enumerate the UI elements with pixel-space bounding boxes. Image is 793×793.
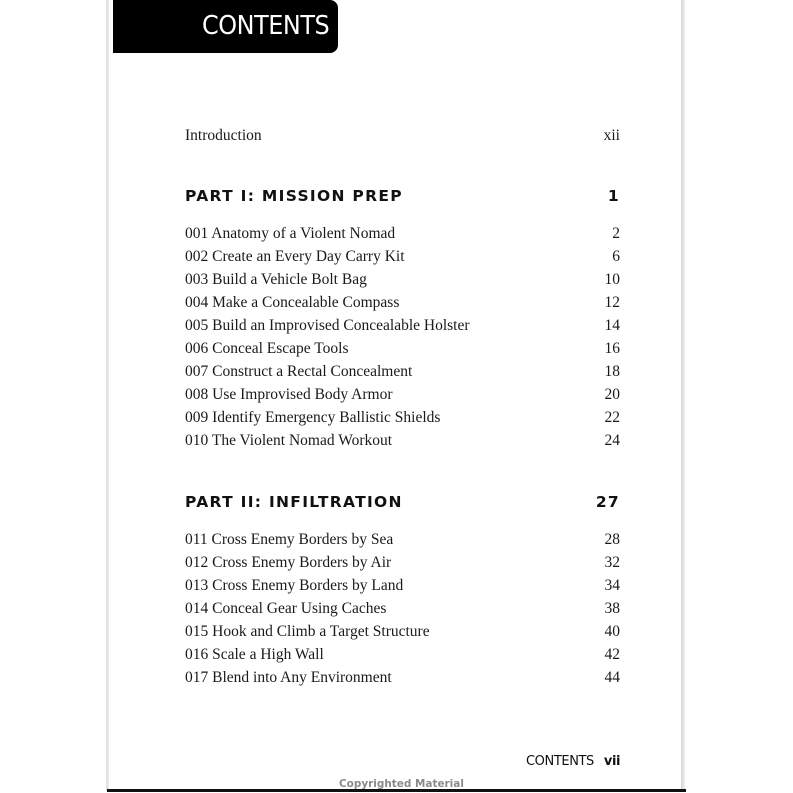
toc-entry-page: 24 xyxy=(604,432,620,449)
toc-entry-page: 20 xyxy=(604,386,620,403)
toc-entry-page: 2 xyxy=(612,225,620,242)
toc-entry-page: 16 xyxy=(604,340,620,357)
toc-entry[interactable] xyxy=(185,225,620,243)
toc-entry-label: 013 Cross Enemy Borders by Land xyxy=(185,577,404,594)
toc-entry-page: 34 xyxy=(604,577,620,594)
toc-entry-label: 016 Scale a High Wall xyxy=(185,646,324,663)
toc-entry-page: 6 xyxy=(612,248,620,265)
toc-entry-label: 008 Use Improvised Body Armor xyxy=(185,386,393,403)
part-heading-2[interactable] xyxy=(185,492,620,512)
toc-entry[interactable] xyxy=(185,363,620,381)
part-title: PART I: MISSION PREP xyxy=(185,187,403,205)
page-right-edge xyxy=(681,0,685,791)
toc-entry[interactable] xyxy=(185,340,620,358)
toc-entry-page: 44 xyxy=(604,669,620,686)
toc-entry-label: 015 Hook and Climb a Target Structure xyxy=(185,623,430,640)
toc-entry-page: 42 xyxy=(604,646,620,663)
toc-entry[interactable] xyxy=(185,623,620,641)
toc-entry[interactable] xyxy=(185,409,620,427)
toc-entry[interactable] xyxy=(185,432,620,450)
toc-entry[interactable] xyxy=(185,669,620,687)
toc-entry-label: 010 The Violent Nomad Workout xyxy=(185,432,393,449)
toc-entry[interactable] xyxy=(185,294,620,312)
toc-entry-page: 12 xyxy=(604,294,620,311)
running-head: CONTENTS xyxy=(526,754,594,769)
toc-entry[interactable] xyxy=(185,248,620,266)
toc-entry-page: 10 xyxy=(604,271,620,288)
copyright-watermark: Copyrighted Material xyxy=(339,777,464,790)
toc-entry-page: 32 xyxy=(604,554,620,571)
toc-entry-label: Introduction xyxy=(185,127,262,144)
folio-page-number: vii xyxy=(603,754,621,769)
part-page: 1 xyxy=(607,187,620,205)
toc-entry-page: xii xyxy=(603,127,620,144)
toc-entry-page: 22 xyxy=(604,409,620,426)
page-left-edge xyxy=(106,0,109,791)
toc-entry-label: 011 Cross Enemy Borders by Sea xyxy=(185,531,394,548)
toc-entry[interactable] xyxy=(185,646,620,664)
toc-entry-introduction[interactable] xyxy=(185,127,620,145)
toc-entry[interactable] xyxy=(185,317,620,335)
toc-entry[interactable] xyxy=(185,271,620,289)
part-page: 27 xyxy=(595,493,620,511)
toc-entry[interactable] xyxy=(185,554,620,572)
toc-entry-label: 003 Build a Vehicle Bolt Bag xyxy=(185,271,367,288)
running-footer xyxy=(526,754,620,769)
toc-entry-label: 002 Create an Every Day Carry Kit xyxy=(185,248,405,265)
toc-entry-page: 28 xyxy=(604,531,620,548)
toc-entry[interactable] xyxy=(185,577,620,595)
toc-entry[interactable] xyxy=(185,531,620,549)
toc-entry-label: 007 Construct a Rectal Concealment xyxy=(185,363,413,380)
toc-entry-label: 004 Make a Concealable Compass xyxy=(185,294,400,311)
part-title: PART II: INFILTRATION xyxy=(185,493,403,511)
toc-entry-page: 14 xyxy=(604,317,620,334)
toc-entry-label: 009 Identify Emergency Ballistic Shields xyxy=(185,409,441,426)
toc-entry-label: 017 Blend into Any Environment xyxy=(185,669,392,686)
page-title: CONTENTS xyxy=(201,11,329,41)
toc-entry-label: 006 Conceal Escape Tools xyxy=(185,340,349,357)
toc-entry-label: 001 Anatomy of a Violent Nomad xyxy=(185,225,396,242)
toc-entry[interactable] xyxy=(185,600,620,618)
toc-entry-label: 014 Conceal Gear Using Caches xyxy=(185,600,387,617)
toc-entry-label: 005 Build an Improvised Concealable Holster xyxy=(185,317,470,334)
toc-entry-page: 18 xyxy=(604,363,620,380)
toc-entry-label: 012 Cross Enemy Borders by Air xyxy=(185,554,392,571)
toc-entry-page: 40 xyxy=(604,623,620,640)
part-heading-1[interactable] xyxy=(185,186,620,206)
contents-title-banner xyxy=(113,0,338,53)
toc-entry-page: 38 xyxy=(604,600,620,617)
toc-entry[interactable] xyxy=(185,386,620,404)
